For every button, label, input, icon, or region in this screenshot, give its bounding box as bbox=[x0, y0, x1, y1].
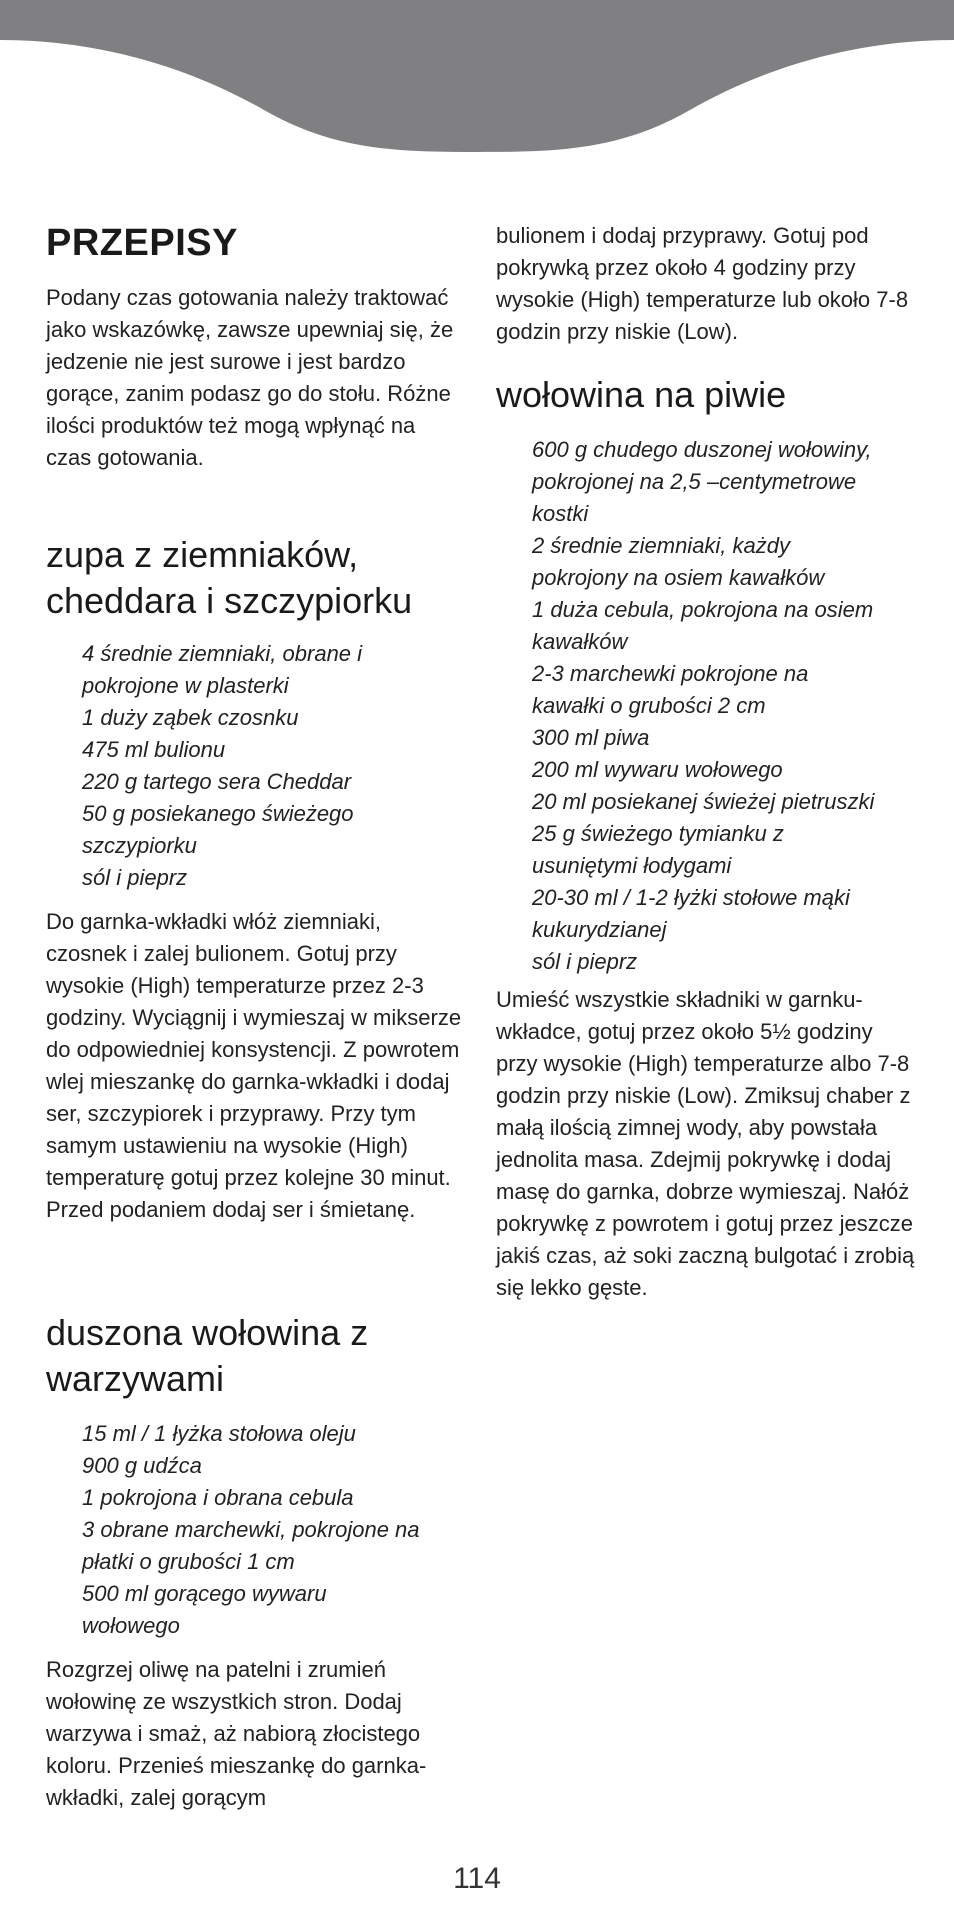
ingredient-line: kostki bbox=[532, 501, 589, 526]
ingredient-line: 475 ml bulionu bbox=[82, 737, 226, 762]
ingredient-line: 300 ml piwa bbox=[532, 725, 650, 750]
ingredient-line: pokrojony na osiem kawałków bbox=[532, 565, 825, 590]
page-number: 114 bbox=[453, 1862, 501, 1895]
ingredient-line: 4 średnie ziemniaki, obrane i bbox=[82, 641, 363, 666]
ingredient-line: 900 g udźca bbox=[82, 1453, 202, 1478]
ingredient-line: 500 ml gorącego wywaru bbox=[82, 1581, 327, 1606]
method-potato-soup: Do garnka-wkładki włóż ziemniaki, czosnek i zalej bulionem. Gotuj przy wysokie (High) temperaturze przez 2-3 godziny. Wyciągnij i wymieszaj w mikserze do odpowiedniej konsystencji. Z powrotem wlej mieszankę do garnka-wkładki i dodaj ser, szczypiorek i przyprawy. Przy tym samym ustawieniu na wysokie (High) temperaturę gotuj przez kolejne 30 minut. Przed podaniem dodaj ser i śmietanę. bbox=[46, 909, 462, 1222]
ingredient-line: 20 ml posiekanej świeżej pietruszki bbox=[532, 789, 875, 814]
ingredient-line: 25 g świeżego tymianku z bbox=[532, 821, 784, 846]
ingredient-line: 1 duży ząbek czosnku bbox=[82, 705, 299, 730]
method-beef-stew-part1: Rozgrzej oliwę na patelni i zrumień wołowinę ze wszystkich stron. Dodaj warzywa i smaż, aż nabiorą złocistego koloru. Przenieś mieszankę do garnka-wkładki, zalej gorącym bbox=[46, 1657, 427, 1810]
ingredient-line: 50 g posiekanego świeżego bbox=[82, 801, 354, 826]
page-title: PRZEPISY bbox=[46, 222, 238, 264]
ingredient-line: 1 pokrojona i obrana cebula bbox=[82, 1485, 354, 1510]
ingredient-line: 200 ml wywaru wołowego bbox=[532, 757, 783, 782]
ingredient-line: kukurydzianej bbox=[532, 917, 667, 942]
ingredient-line: usuniętymi łodygami bbox=[532, 853, 732, 878]
ingredient-line: pokrojonej na 2,5 –centymetrowe bbox=[532, 469, 857, 494]
recipe-title-beef-in-beer: wołowina na piwie bbox=[496, 374, 787, 415]
ingredient-line: kawałki o grubości 2 cm bbox=[532, 693, 766, 718]
ingredient-list-beef-in-beer bbox=[532, 434, 874, 978]
ingredient-line: kawałków bbox=[532, 629, 628, 654]
recipe-title-potato-soup: zupa z ziemniaków, cheddara i szczypiorku bbox=[46, 534, 413, 621]
ingredient-line: wołowego bbox=[82, 1613, 180, 1638]
ingredient-line: 3 obrane marchewki, pokrojone na bbox=[82, 1517, 420, 1542]
ingredient-line: płatki o grubości 1 cm bbox=[82, 1549, 295, 1574]
ingredient-line: sól i pieprz bbox=[82, 865, 188, 890]
ingredient-line: 1 duża cebula, pokrojona na osiem bbox=[532, 597, 874, 622]
ingredient-line: 20-30 ml / 1-2 łyżki stołowe mąki bbox=[532, 885, 850, 910]
ingredient-line: 600 g chudego duszonej wołowiny, bbox=[532, 437, 872, 462]
ingredient-line: szczypiorku bbox=[82, 833, 197, 858]
ingredient-line: 2 średnie ziemniaki, każdy bbox=[532, 533, 791, 558]
ingredient-list-potato-soup bbox=[82, 638, 362, 894]
intro-paragraph: Podany czas gotowania należy traktować jako wskazówkę, zawsze upewniaj się, że jedzenie nie jest surowe i jest bardzo gorące, zanim podasz go do stołu. Różne ilości produktów też mogą wpłynąć na czas gotowania. bbox=[46, 285, 454, 470]
ingredient-line: 15 ml / 1 łyżka stołowa oleju bbox=[82, 1421, 356, 1446]
ingredient-line: pokrojone w plasterki bbox=[82, 673, 289, 698]
ingredient-line: 220 g tartego sera Cheddar bbox=[82, 769, 352, 794]
ingredient-line: sól i pieprz bbox=[532, 949, 638, 974]
decorative-wave-banner bbox=[0, 0, 954, 160]
recipe-title-beef-stew: duszona wołowina z warzywami bbox=[46, 1312, 369, 1399]
ingredient-list-beef-stew bbox=[82, 1418, 420, 1642]
method-beef-stew-part2: bulionem i dodaj przyprawy. Gotuj pod pokrywką przez około 4 godziny przy wysokie (High) temperaturze lub około 7-8 godzin przy niskie (Low). bbox=[496, 223, 909, 344]
method-beef-in-beer: Umieść wszystkie składniki w garnku-wkładce, gotuj przez około 5½ godziny przy wysokie (High) temperaturze albo 7-8 godzin przy niskie (Low). Zmiksuj chaber z małą ilością zimnej wody, aby powstała jednolita masa. Zdejmij pokrywkę i dodaj masę do garnka, dobrze wymieszaj. Nałóż pokrywkę z powrotem i gotuj przez jeszcze jakiś czas, aż soki zaczną bulgotać i zrobią się lekko gęste. bbox=[496, 987, 915, 1300]
ingredient-line: 2-3 marchewki pokrojone na bbox=[532, 661, 809, 686]
